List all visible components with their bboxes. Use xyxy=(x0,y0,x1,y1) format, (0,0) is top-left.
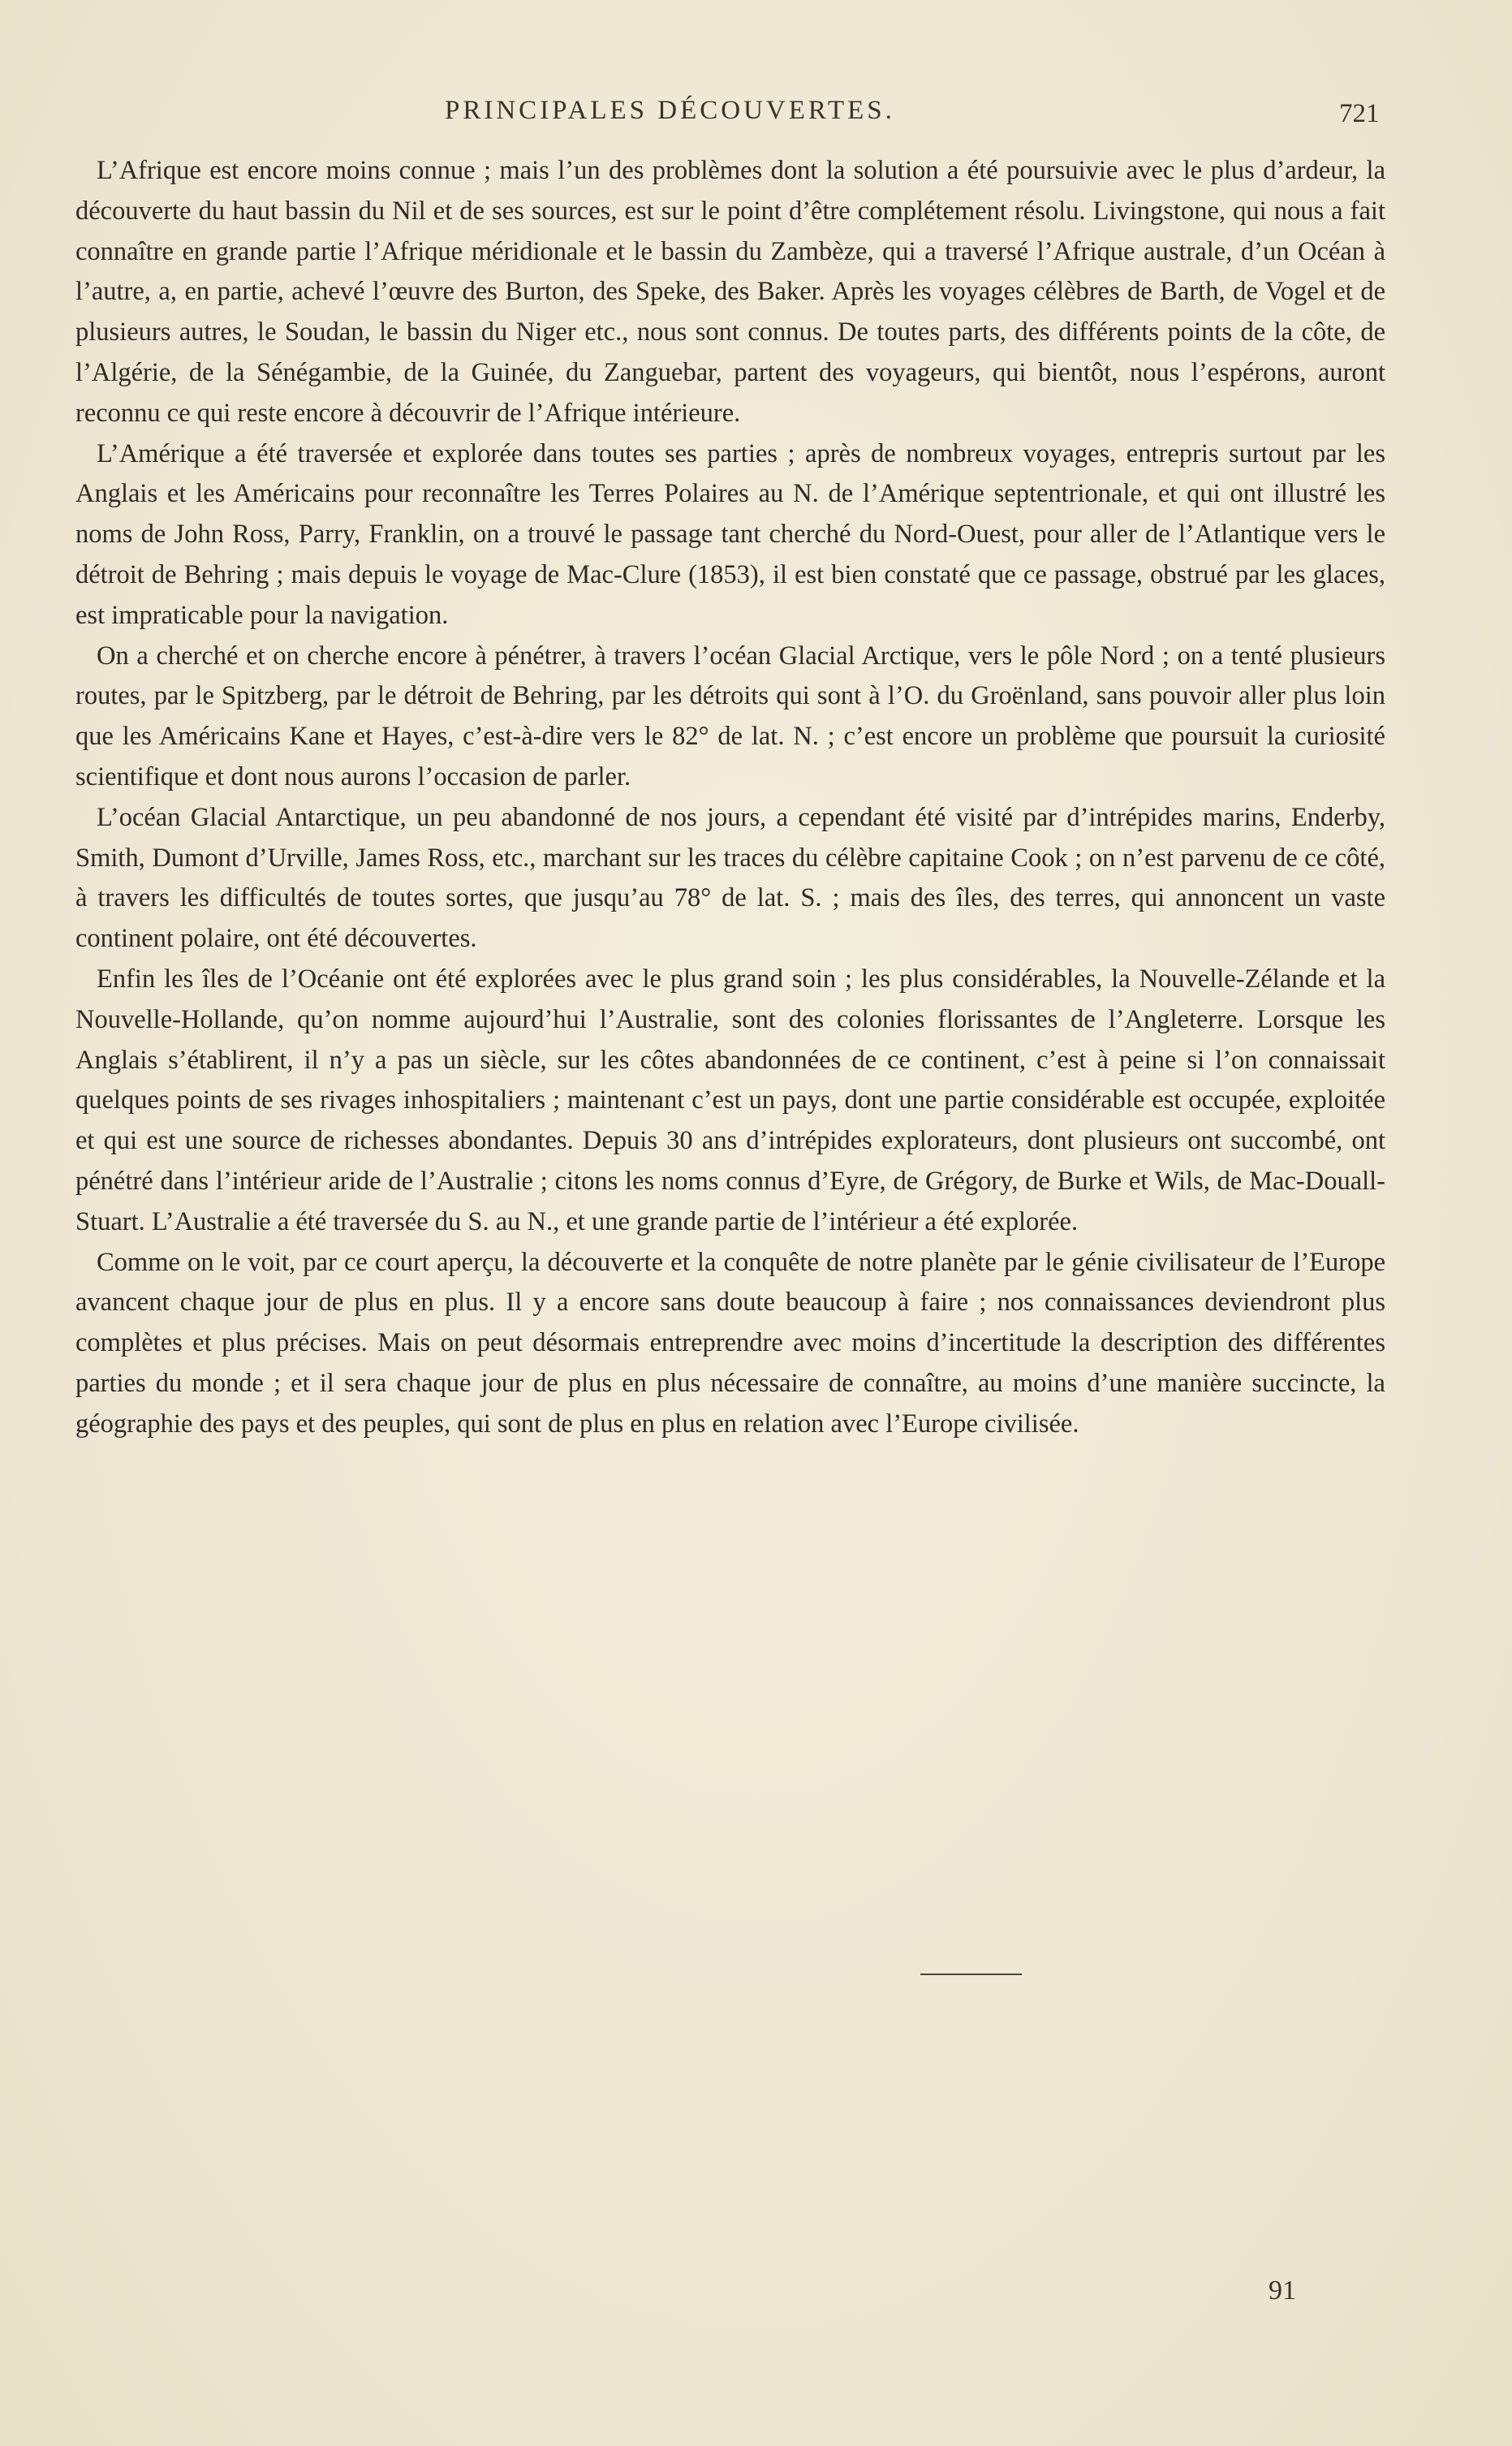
paragraph-oceanie: Enfin les îles de l’Océanie ont été explorées avec le plus grand soin ; les plus considérables, la Nouvelle-Zélande et la Nouvelle-Hollande, qu’on nomme aujourd’hui l’Australie, sont des colonies florissantes de l’Angleterre. Lorsque les Anglais s’établirent, il n’y a pas un siècle, sur les côtes abandonnées de ce continent, c’est à peine si l’on connaissait quelques points de ses rivages inhospitaliers ; maintenant c’est un pays, dont une partie considérable est occupée, exploitée et qui est une source de richesses abondantes. Depuis 30 ans d’intrépides explorateurs, dont plusieurs ont succombé, ont pénétré dans l’intérieur aride de l’Australie ; citons les noms connus d’Eyre, de Grégory, de Burke et Wils, de Mac-Douall-Stuart. L’Australie a été traversée du S. au N., et une grande partie de l’intérieur a été explorée. xyxy=(75,964,1385,1236)
paragraph-conclusion: Comme on le voit, par ce court aperçu, la découverte et la conquête de notre planète par le génie civilisateur de l’Europe avancent chaque jour de plus en plus. Il y a encore sans doute beaucoup à faire ; nos connaissances deviendront plus complètes et plus précises. Mais on peut désormais entreprendre avec moins d’incertitude la description des différentes parties du monde ; et il sera chaque jour de plus en plus nécessaire de connaître, au moins d’une manière succincte, la géographie des pays et des peuples, qui sont de plus en plus en relation avec l’Europe civilisée. xyxy=(75,1247,1385,1439)
paragraph-antarctique: L’océan Glacial Antarctique, un peu abandonné de nos jours, a cependant été visité par d’intrépides marins, Enderby, Smith, Dumont d’Urville, James Ross, etc., marchant sur les traces du célèbre capitaine Cook ; on n’est parvenu de ce côté, à travers les difficultés de toutes sortes, que jusqu’au 78° de lat. S. ; mais des îles, des terres, qui annoncent un vaste continent polaire, ont été découvertes. xyxy=(75,802,1385,954)
paragraph-amerique: L’Amérique a été traversée et explorée dans toutes ses parties ; après de nombreux voyages, entrepris surtout par les Anglais et les Américains pour reconnaître les Terres Polaires au N. de l’Amérique septentrionale, et qui ont illustré les noms de John Ross, Parry, Franklin, on a trouvé le passage tant cherché du Nord-Ouest, pour aller de l’Atlantique vers le détroit de Behring ; mais depuis le voyage de Mac-Clure (1853), il est bien constaté que ce passage, obstrué par les glaces, est impraticable pour la navigation. xyxy=(75,438,1385,630)
paragraph-arctique: On a cherché et on cherche encore à pénétrer, à travers l’océan Glacial Arctique, vers le pôle Nord ; on a tenté plusieurs routes, par le Spitzberg, par le détroit de Behring, par les détroits qui sont à l’O. du Groënland, sans pouvoir aller plus loin que les Américains Kane et Hayes, c’est-à-dire vers le 82° de lat. N. ; c’est encore un problème que poursuit la curiosité scientifique et dont nous aurons l’occasion de parler. xyxy=(75,641,1385,792)
paragraph-afrique: L’Afrique est encore moins connue ; mais l’un des problèmes dont la solution a été poursuivie avec le plus d’ardeur, la découverte du haut bassin du Nil et de ses sources, est sur le point d’être complétement résolu. Livingstone, qui nous a fait connaître en grande partie l’Afrique méridionale et le bassin du Zambèze, qui a traversé l’Afrique australe, d’un Océan à l’autre, a, en partie, achevé l’œuvre des Burton, des Speke, des Baker. Après les voyages célèbres de Barth, de Vogel et de plusieurs autres, le Soudan, le bassin du Niger etc., nous sont connus. De toutes parts, des différents points de la côte, de l’Algérie, de la Sénégambie, de la Guinée, du Zanguebar, partent des voyageurs, qui bientôt, nous l’espérons, auront reconnu ce qui reste encore à découvrir de l’Afrique intérieure. xyxy=(75,156,1385,428)
running-head xyxy=(0,89,1512,130)
page-number: 721 xyxy=(1339,99,1380,128)
end-rule xyxy=(920,1974,1022,1975)
running-title: PRINCIPALES DÉCOUVERTES. xyxy=(445,96,895,125)
signature-mark: 91 xyxy=(1269,2276,1296,2306)
body-text xyxy=(75,151,1385,1445)
